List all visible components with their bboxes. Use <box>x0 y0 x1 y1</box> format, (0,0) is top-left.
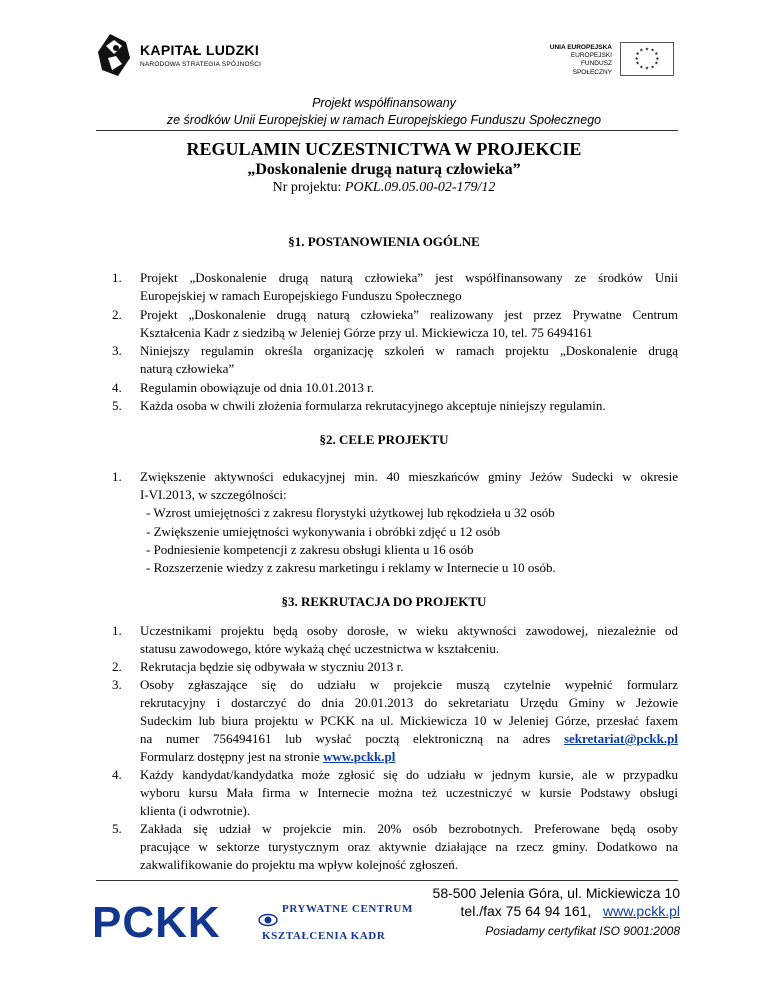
s1-number-2: 2. <box>112 307 122 322</box>
footer-phone: tel./fax 75 64 94 161, <box>460 903 592 919</box>
s3-number-1: 1. <box>112 623 122 638</box>
s2-item-1-line-1: Zwiększenie aktywności edukacyjnej min. 40 mieszkańców gminy Jeżów Sudecki w okresie <box>140 469 678 484</box>
s3-item-3-line-3: Sudeckim lub biura projektu w PCKK na ul. Mickiewicza 10 w Jeleniej Górze, przesłać faxem <box>140 713 678 728</box>
s2-item-1-line-2: I-VI.2013, w szczególności: <box>140 487 287 502</box>
footer-divider <box>96 880 678 881</box>
s2-number-1: 1. <box>112 469 122 484</box>
kapital-ludzki-mark-icon <box>96 32 136 78</box>
cofinance-line-1: Projekt współfinansowany <box>312 96 456 110</box>
s3-item-4-line-2: wyboru kursu Mała firma w Internecie można też uczestniczyć w kursie Podstawy obsługi <box>140 785 678 800</box>
svg-text:★: ★ <box>644 47 650 53</box>
svg-text:★: ★ <box>650 65 655 71</box>
header-divider <box>96 130 678 131</box>
section-1-heading: §1. POSTANOWIENIA OGÓLNE <box>288 234 480 249</box>
s3-number-3: 3. <box>112 677 122 692</box>
project-number <box>0 180 768 196</box>
eye-icon <box>258 910 278 930</box>
s3-item-3-line-1: Osoby zgłaszające się do udziału w projekcie muszą czytelnie wypełnić formularz <box>140 677 678 692</box>
s2-goal-1: - Wzrost umiejętności z zakresu florystyki użytkowej lub rękodzieła u 32 osób <box>146 505 555 520</box>
s1-item-3-line-2: naturą człowieka” <box>140 361 235 376</box>
s3-item-4-line-3: klienta (i odwrotnie). <box>140 803 251 818</box>
s1-number-3: 3. <box>112 343 122 358</box>
s1-item-5: Każda osoba w chwili złożenia formularza rekrutacyjnego akceptuje niniejszy regulamin. <box>140 398 606 413</box>
s3-item-3-line-5 <box>140 748 395 766</box>
s3-item-3-line-4-text: na numer 756494161 lub wysłać pocztą elektroniczną na adres <box>140 731 551 746</box>
s3-item-5-line-3: zakwalifikowanie do projektu ma wpływ kolejność zgłoszeń. <box>140 857 459 872</box>
s2-goal-2: - Zwiększenie umiejętności wykonywania i obróbki zdjęć u 12 osób <box>146 524 501 539</box>
s3-item-5-line-2: pracujące w sektorze turystycznym oraz aktywnie działające na rzecz gminy. Dodatkowo na <box>140 839 678 854</box>
s3-number-4: 4. <box>112 767 122 782</box>
eu-line-3: FUNDUSZ SPOŁECZNY <box>572 60 612 76</box>
s1-item-1-line-1: Projekt „Doskonalenie drugą naturą człowieka” jest współfinansowany ze środków Unii <box>140 270 678 285</box>
footer-website-link[interactable]: www.pckk.pl <box>602 903 680 919</box>
s3-item-4-line-1: Każdy kandydat/kandydatka może zgłosić się do udziału w jednym kursie, ale w przypadku <box>140 767 678 782</box>
svg-text:★: ★ <box>634 56 639 62</box>
svg-text:★: ★ <box>639 48 644 54</box>
eu-line-2: EUROPEJSKI <box>570 52 612 60</box>
footer-certificate: Posiadamy certyfikat ISO 9001:2008 <box>485 924 680 938</box>
svg-text:★: ★ <box>639 65 644 71</box>
kapital-ludzki-logo <box>96 32 262 78</box>
eu-logo-text <box>540 44 612 77</box>
svg-text:★: ★ <box>635 61 640 67</box>
section-2-heading: §2. CELE PROJEKTU <box>319 432 449 447</box>
s3-item-2: Rekrutacja będzie się odbywała w styczniu 2013 r. <box>140 659 404 674</box>
pckk-logo-top: PRYWATNE CENTRUM <box>282 903 413 915</box>
s2-goal-4: - Rozszerzenie wiedzy z zakresu marketingu i reklamy w Internecie u 10 osób. <box>146 560 556 575</box>
pckk-logo-bottom: KSZTAŁCENIA KADR <box>262 930 386 942</box>
s1-item-1-line-2: Europejskiej w ramach Europejskiego Funduszu Społecznego <box>140 288 462 303</box>
svg-text:★: ★ <box>655 56 660 62</box>
logo-title: KAPITAŁ LUDZKI <box>140 42 260 58</box>
s3-item-5-line-1: Zakłada się udział w projekcie min. 20% osób bezrobotnych. Preferowane będą osoby <box>140 821 678 836</box>
pckk-logo: PCKK <box>92 898 221 947</box>
s3-number-2: 2. <box>112 659 122 674</box>
s1-number-1: 1. <box>112 270 122 285</box>
document-subtitle: „Doskonalenie drugą naturą człowieka” <box>247 161 521 178</box>
s1-item-2-line-2: Kształcenia Kadr z siedzibą w Jeleniej Górze przy ul. Mickiewicza 10, tel. 75 6494161 <box>140 325 593 340</box>
email-link[interactable]: sekretariat@pckk.pl <box>563 731 678 746</box>
s1-item-4: Regulamin obowiązuje od dnia 10.01.2013 r. <box>140 380 374 395</box>
cofinance-line-2: ze środków Unii Europejskiej w ramach Europejskiego Funduszu Społecznego <box>166 113 602 127</box>
s1-number-5: 5. <box>112 398 122 413</box>
s2-goal-3: - Podniesienie kompetencji z zakresu obsługi klienta u 16 osób <box>146 542 474 557</box>
eu-line-1: UNIA EUROPEJSKA <box>549 44 612 51</box>
svg-text:★: ★ <box>654 52 659 58</box>
footer-phone-line <box>410 902 680 920</box>
s3-item-3-line-5-text: Formularz dostępny jest na stronie <box>140 749 320 764</box>
website-link[interactable]: www.pckk.pl <box>323 749 396 764</box>
s3-number-5: 5. <box>112 821 122 836</box>
svg-text:★: ★ <box>635 52 640 58</box>
project-number-value: POKL.09.05.00-02-179/12 <box>344 180 496 195</box>
document-title: REGULAMIN UCZESTNICTWA W PROJEKCIE <box>186 139 582 159</box>
s1-number-4: 4. <box>112 380 122 395</box>
project-number-label: Nr projektu: <box>272 180 342 195</box>
footer-contact <box>410 884 680 920</box>
s1-item-2-line-1: Projekt „Doskonalenie drugą naturą człowieka” realizowany jest przez Prywatne Centrum <box>140 307 678 322</box>
s1-item-3-line-1: Niniejszy regulamin określa organizację szkoleń w ramach projektu „Doskonalenie drugą <box>140 343 678 358</box>
svg-text:★: ★ <box>654 61 659 67</box>
svg-text:★: ★ <box>644 66 650 72</box>
s3-item-1-line-2: statusu zawodowego, które wykażą chęć uczestnictwa w kształceniu. <box>140 641 500 656</box>
s3-item-3-line-4 <box>140 730 678 748</box>
eu-flag-icon <box>620 42 674 76</box>
s3-item-3-line-2: rekrutacyjny i dostarczyć do dnia 20.01.2013 do sekretariatu Urzędu Gminy w Jeżowie <box>140 695 678 710</box>
s3-item-1-line-1: Uczestnikami projektu będą osoby dorosłe, w wieku aktywności zawodowej, niezależnie od <box>140 623 678 638</box>
logo-subtitle: NARODOWA STRATEGIA SPÓJNOŚCI <box>140 61 262 68</box>
svg-text:★: ★ <box>650 48 655 54</box>
section-3-heading: §3. REKRUTACJA DO PROJEKTU <box>281 594 487 609</box>
footer-address: 58-500 Jelenia Góra, ul. Mickiewicza 10 <box>432 885 680 901</box>
